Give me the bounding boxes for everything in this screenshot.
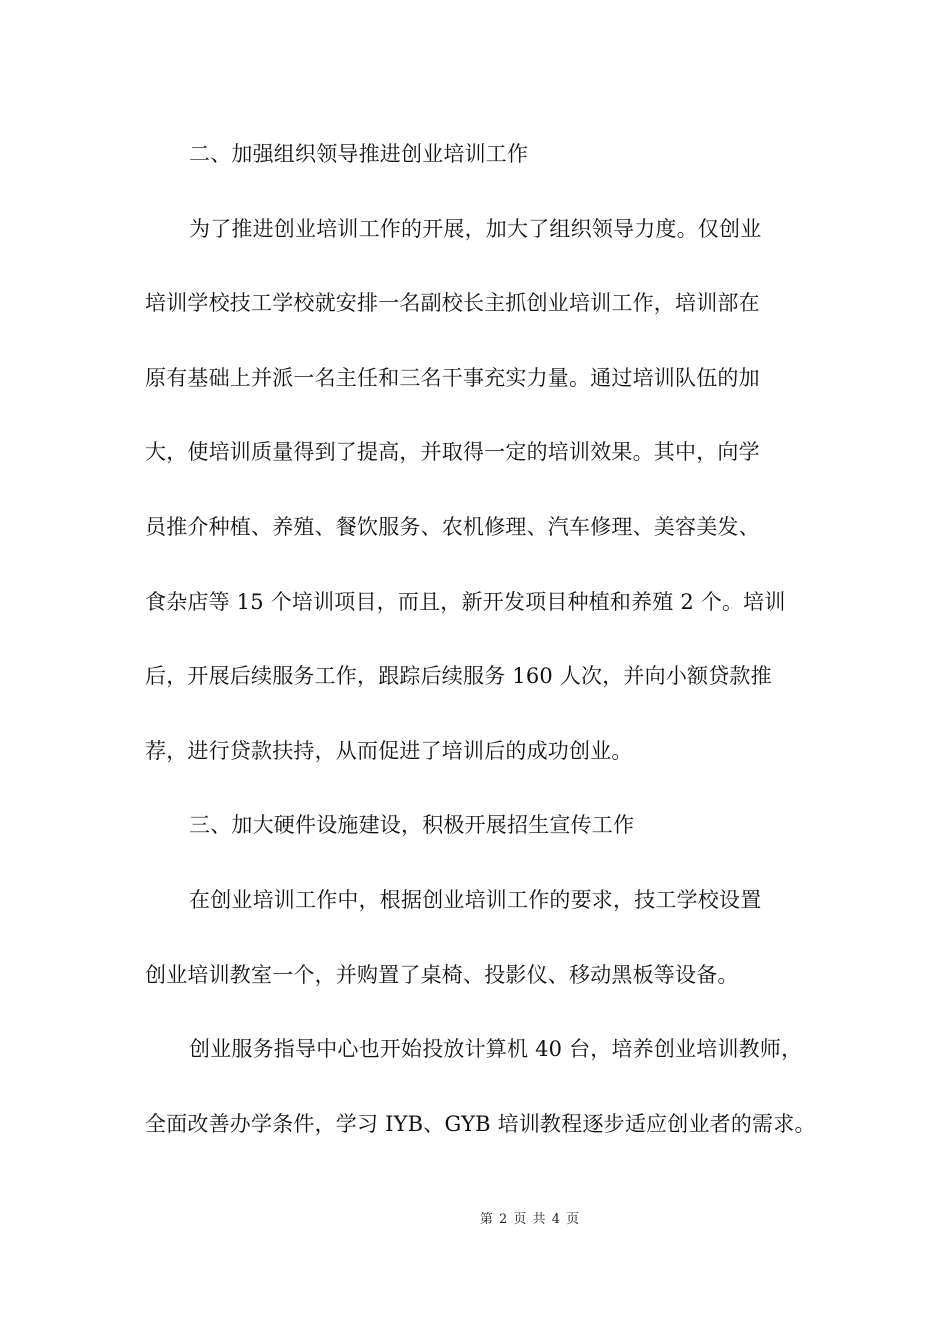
paragraph-line: 荐，进行贷款扶持，从而促进了培训后的成功创业。 [145,738,633,763]
paragraph-line: 创业服务指导中心也开始投放计算机 40 台，培养创业培训教师， [189,1037,803,1062]
paragraph-line: 为了推进创业培训工作的开展，加大了组织领导力度。仅创业 [189,216,762,241]
paragraph-line: 原有基础上并派一名主任和三名干事充实力量。通过培训队伍的加 [145,365,760,390]
paragraph-line: 大，使培训质量得到了提高，并取得一定的培训效果。其中，向学 [145,440,760,465]
page-number-footer: 第 2 页 共 4 页 [479,1212,581,1227]
paragraph-line: 培训学校技工学校就安排一名副校长主抓创业培训工作，培训部在 [145,291,760,316]
document-body [145,130,815,1174]
section-heading-2: 二、加强组织领导推进创业培训工作 [189,142,529,166]
section-heading-3: 三、加大硬件设施建设，积极开展招生宣传工作 [189,813,635,838]
paragraph-line: 创业培训教室一个，并购置了桌椅、投影仪、移动黑板等设备。 [145,962,739,987]
paragraph-line: 员推介种植、养殖、餐饮服务、农机修理、汽车修理、美容美发、 [145,514,760,539]
paragraph-line: 后，开展后续服务工作，跟踪后续服务 160 人次，并向小额贷款推 [145,664,772,689]
paragraph-line: 在创业培训工作中，根据创业培训工作的要求，技工学校设置 [189,887,762,912]
paragraph-line: 食杂店等 15 个培训项目，而且，新开发项目种植和养殖 2 个。培训 [145,589,786,614]
paragraph-line: 全面改善办学条件，学习 IYB、GYB 培训教程逐步适应创业者的需求。 [145,1111,816,1136]
